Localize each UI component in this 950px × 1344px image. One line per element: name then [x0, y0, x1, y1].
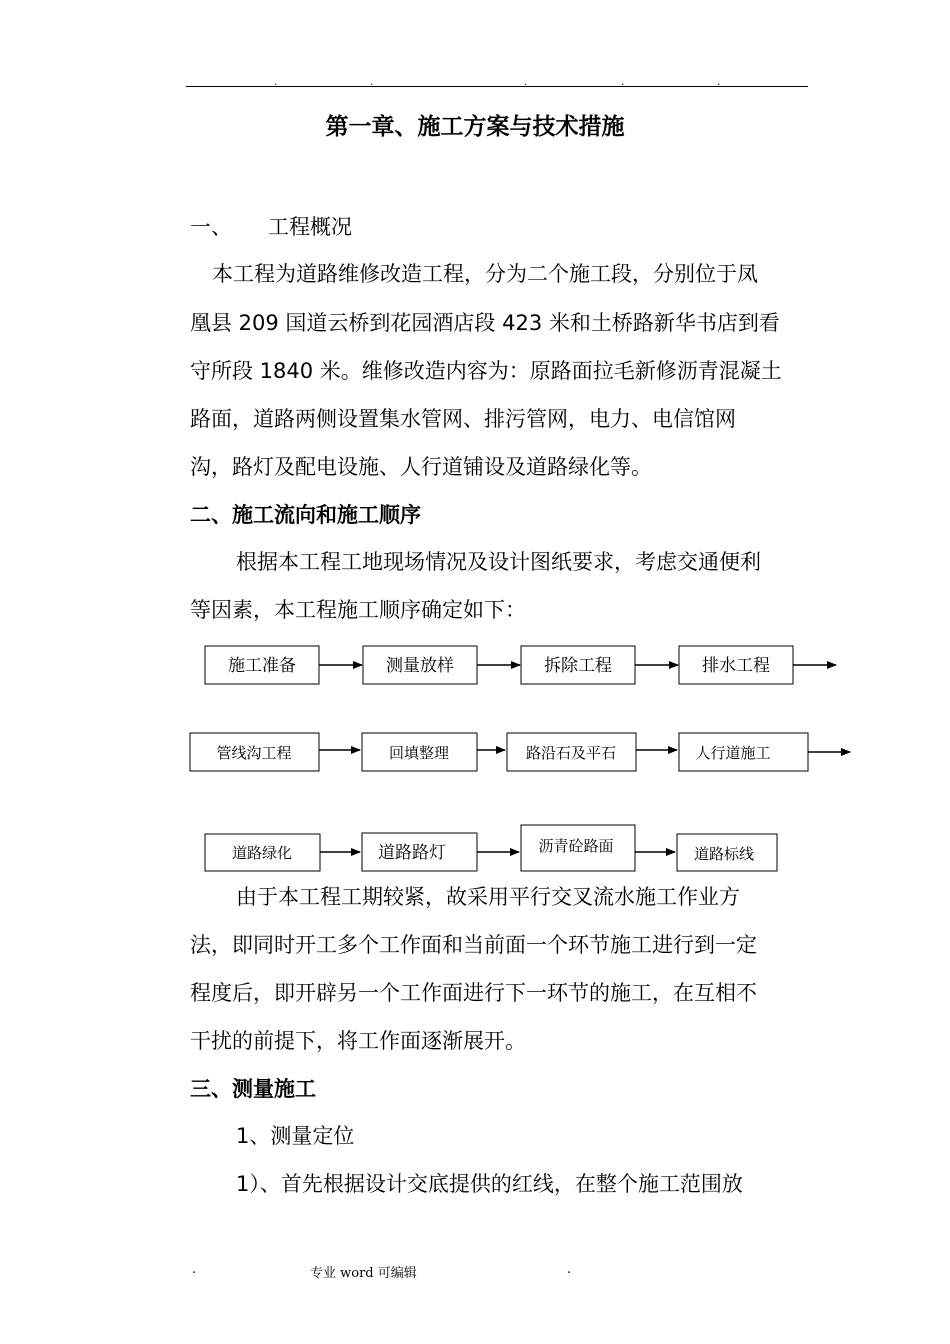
paragraph-line: 根据本工程工地现场情况及设计图纸要求，考虑交通便利 [236, 550, 761, 574]
flow-step-label: 排水工程 [702, 656, 770, 676]
header-dot: . [524, 77, 528, 88]
section-2-heading: 二、施工流向和施工顺序 [190, 503, 421, 527]
flow-step-label: 道路路灯 [378, 843, 446, 863]
paragraph-line: 路面，道路两侧设置集水管网、排污管网，电力、电信馆网 [190, 407, 736, 431]
paragraph-line: 等因素，本工程施工顺序确定如下： [190, 598, 526, 622]
flow-step-label: 管线沟工程 [216, 744, 292, 762]
flow-step [362, 833, 477, 871]
paragraph-line: 凰县 209 国道云桥到花园酒店段 423 米和土桥路新华书店到看 [190, 311, 780, 335]
flow-step [521, 646, 635, 684]
flow-step [190, 733, 319, 771]
flow-step [521, 825, 635, 871]
paragraph-line: 法，即同时开工多个工作面和当前面一个环节施工进行到一定 [190, 933, 757, 957]
paragraph-line: 守所段 1840 米。维修改造内容为：原路面拉毛新修沥青混凝土 [190, 359, 782, 383]
paragraph-line: 由于本工程工期较紧，故采用平行交叉流水施工作业方 [236, 885, 740, 909]
flow-step [507, 733, 636, 771]
flow-step-label: 测量放样 [386, 656, 454, 676]
flow-step-label: 施工准备 [228, 656, 296, 676]
paragraph-line: 沟，路灯及配电设施、人行道铺设及道路绿化等。 [190, 455, 652, 479]
flow-step-label: 沥青砼路面 [538, 837, 614, 855]
footer-dot: . [192, 1262, 197, 1277]
flow-step [679, 733, 808, 771]
footer-text: 专业 word 可编辑 [310, 1266, 417, 1281]
header-dot: . [717, 77, 721, 88]
paragraph-line: 1）、首先根据设计交底提供的红线，在整个施工范围放 [236, 1172, 743, 1196]
paragraph-line: 干扰的前提下，将工作面逐渐展开。 [190, 1029, 526, 1053]
footer-dot: . [567, 1262, 572, 1277]
header-dot: . [274, 77, 278, 88]
section-1-title: 工程概况 [268, 215, 352, 239]
flow-step-label: 路沿石及平石 [525, 744, 617, 762]
flow-step [205, 834, 320, 871]
header-dot: . [370, 77, 374, 88]
flow-step-label: 道路绿化 [231, 844, 293, 862]
paragraph-line: 本工程为道路维修改造工程，分为二个施工段，分别位于凤 [212, 262, 758, 286]
flow-step-label: 道路标线 [693, 845, 755, 863]
flow-step [362, 733, 477, 771]
flow-step [679, 646, 793, 684]
chapter-title: 第一章、施工方案与技术措施 [325, 114, 625, 140]
flow-step-label: 人行道施工 [695, 744, 771, 762]
header-dot: . [621, 77, 625, 88]
flow-step [363, 646, 477, 684]
flow-step [205, 646, 319, 684]
section-3-heading: 三、测量施工 [190, 1077, 316, 1101]
section-1-number: 一、 [190, 215, 232, 239]
paragraph-line: 程度后，即开辟另一个工作面进行下一环节的施工，在互相不 [190, 981, 757, 1005]
sub-heading: 1、测量定位 [236, 1124, 355, 1148]
flow-step-label: 拆除工程 [544, 656, 612, 676]
flow-step [677, 834, 777, 871]
flow-step-label: 回填整理 [388, 744, 450, 762]
